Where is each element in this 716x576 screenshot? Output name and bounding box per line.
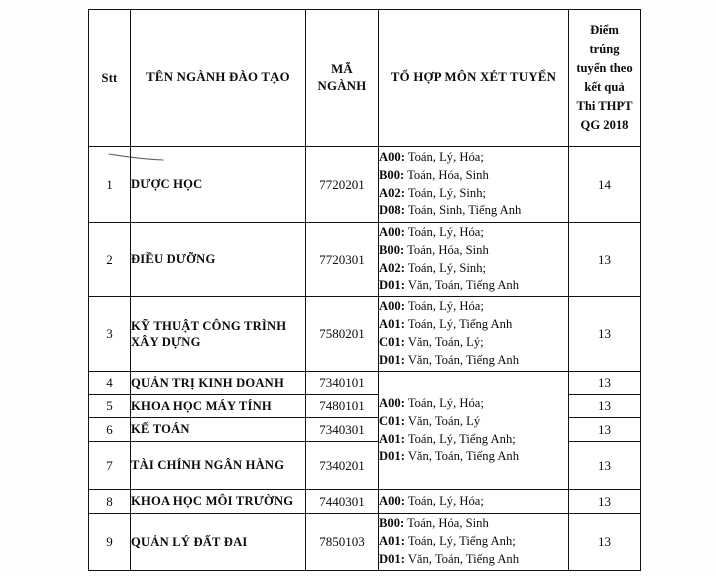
subject-line (379, 167, 568, 185)
benchmark-score: 14 (569, 147, 641, 223)
subject-line (379, 515, 568, 533)
header-major-code-line1: MÃ (331, 61, 353, 76)
row-index: 8 (89, 490, 131, 514)
benchmark-score: 13 (569, 223, 641, 297)
subject-group-list: Toán, Sinh, Tiếng Anh (407, 203, 522, 218)
subject-group-list: Toán, Lý, Tiếng Anh; (407, 534, 516, 549)
subject-group-code: A00: (379, 224, 405, 239)
benchmark-score: 13 (569, 490, 641, 514)
major-code: 7720301 (306, 223, 379, 297)
subject-line (379, 242, 568, 260)
subject-group-list: Toán, Hóa, Sinh (407, 516, 489, 531)
subject-combination-cell (379, 297, 569, 372)
subject-group-code: B00: (379, 242, 405, 257)
subject-group-code: C01: (379, 335, 405, 349)
major-code: 7340101 (306, 372, 379, 395)
major-name: ĐIỀU DƯỠNG (131, 223, 306, 297)
major-name: KỸ THUẬT CÔNG TRÌNH XÂY DỰNG (131, 297, 306, 372)
benchmark-score: 13 (569, 442, 641, 490)
subject-group-list: Toán, Lý, Sinh; (407, 185, 486, 200)
subject-group-code: D01: (379, 352, 405, 367)
subject-group-code: A01: (379, 431, 405, 446)
subject-group-list: Toán, Lý, Tiếng Anh (407, 317, 513, 332)
row-index: 2 (89, 223, 131, 297)
row-index: 9 (89, 514, 131, 571)
subject-group-code: C01: (379, 413, 405, 428)
subject-group-code: D01: (379, 449, 405, 464)
header-subject-combination: TỔ HỢP MÔN XÉT TUYỂN (379, 10, 569, 147)
subject-line (379, 298, 568, 316)
row-index: 1 (89, 147, 131, 223)
subject-line (379, 551, 568, 569)
benchmark-score: 13 (569, 297, 641, 372)
major-code: 7440301 (306, 490, 379, 514)
subject-group-list: Toán, Hóa, Sinh (407, 242, 489, 257)
subject-combination-cell (379, 490, 569, 514)
subject-line (379, 185, 568, 203)
benchmark-score: 13 (569, 418, 641, 442)
table-row (89, 297, 641, 372)
header-score-line4: kết quả (584, 80, 625, 94)
subject-line (379, 533, 568, 551)
row-index: 4 (89, 372, 131, 395)
subject-group-list: Văn, Toán, Tiếng Anh (407, 278, 520, 293)
major-name: KẾ TOÁN (131, 418, 306, 442)
subject-group-code: D08: (379, 203, 405, 218)
subject-line (379, 431, 568, 449)
subject-group-list: Toán, Lý, Hóa; (407, 224, 484, 239)
subject-combination-cell (379, 147, 569, 223)
subject-group-code: A01: (379, 534, 405, 549)
subject-line (379, 202, 568, 220)
major-code: 7340201 (306, 442, 379, 490)
major-code: 7850103 (306, 514, 379, 571)
subject-group-code: A00: (379, 149, 405, 164)
major-name: QUẢN LÝ ĐẤT ĐAI (131, 514, 306, 571)
subject-group-list: Toán, Lý, Hóa; (407, 149, 484, 164)
subject-line (379, 149, 568, 167)
subject-group-code: D01: (379, 278, 405, 293)
subject-line (379, 224, 568, 242)
table-row (89, 514, 641, 571)
row-index: 7 (89, 442, 131, 490)
subject-line (379, 260, 568, 278)
subject-group-code: A00: (379, 395, 405, 410)
major-code: 7340301 (306, 418, 379, 442)
subject-group-code: A00: (379, 493, 405, 508)
subject-group-code: B00: (379, 516, 405, 531)
row-index: 3 (89, 297, 131, 372)
subject-group-list: Văn, Toán, Lý; (407, 335, 484, 349)
subject-combination-cell (379, 514, 569, 571)
subject-group-list: Toán, Lý, Hóa; (407, 299, 484, 314)
subject-group-list: Văn, Toán, Tiếng Anh (407, 551, 520, 566)
major-name: KHOA HỌC MÁY TÍNH (131, 395, 306, 418)
header-score-line6: QG 2018 (580, 117, 629, 132)
major-name: QUẢN TRỊ KINH DOANH (131, 372, 306, 395)
subject-group-list: Toán, Lý, Sinh; (407, 260, 486, 275)
major-code: 7580201 (306, 297, 379, 372)
subject-line (379, 448, 568, 466)
table-row (89, 490, 641, 514)
header-score-line2: trúng (589, 42, 620, 57)
header-major-code-line2: NGÀNH (317, 79, 367, 93)
subject-group-list: Văn, Toán, Tiếng Anh (407, 449, 520, 464)
subject-line (379, 352, 568, 370)
header-stt: Stt (89, 10, 131, 147)
subject-line (379, 395, 568, 413)
row-index: 5 (89, 395, 131, 418)
subject-line (379, 493, 568, 511)
subject-group-list: Văn, Toán, Tiếng Anh (407, 352, 520, 367)
major-name: TÀI CHÍNH NGÂN HÀNG (131, 442, 306, 490)
table-header-row (89, 10, 641, 147)
major-code: 7720201 (306, 147, 379, 223)
table-row (89, 223, 641, 297)
subject-combination-cell-merged (379, 372, 569, 490)
subject-group-code: A02: (379, 260, 405, 275)
header-score-line1: Điểm (590, 23, 619, 38)
subject-combination-cell (379, 223, 569, 297)
header-benchmark-score (569, 10, 641, 147)
major-name: KHOA HỌC MÔI TRƯỜNG (131, 490, 306, 514)
subject-group-list: Văn, Toán, Lý (407, 413, 481, 428)
header-major-code (306, 10, 379, 147)
header-score-line3: tuyển theo (576, 61, 633, 76)
major-name: DƯỢC HỌC (131, 147, 306, 223)
subject-line (379, 334, 568, 352)
admission-score-table (88, 9, 641, 571)
subject-line (379, 277, 568, 295)
benchmark-score: 13 (569, 514, 641, 571)
subject-group-code: A02: (379, 185, 405, 200)
subject-group-list: Toán, Hóa, Sinh (407, 167, 489, 182)
admission-table-container (88, 9, 640, 571)
row-index: 6 (89, 418, 131, 442)
subject-group-list: Toán, Lý, Tiếng Anh; (407, 431, 516, 446)
subject-line (379, 413, 568, 431)
header-major-name: TÊN NGÀNH ĐÀO TẠO (131, 10, 306, 147)
subject-line (379, 316, 568, 334)
subject-group-code: A00: (379, 299, 405, 314)
subject-group-list: Toán, Lý, Hóa; (407, 493, 484, 508)
subject-group-code: A01: (379, 317, 405, 332)
subject-group-code: D01: (379, 551, 405, 566)
benchmark-score: 13 (569, 395, 641, 418)
subject-group-code: B00: (379, 167, 405, 182)
major-code: 7480101 (306, 395, 379, 418)
subject-group-list: Toán, Lý, Hóa; (407, 395, 484, 410)
benchmark-score: 13 (569, 372, 641, 395)
table-row (89, 372, 641, 395)
table-row (89, 147, 641, 223)
header-score-line5: Thi THPT (576, 98, 633, 113)
